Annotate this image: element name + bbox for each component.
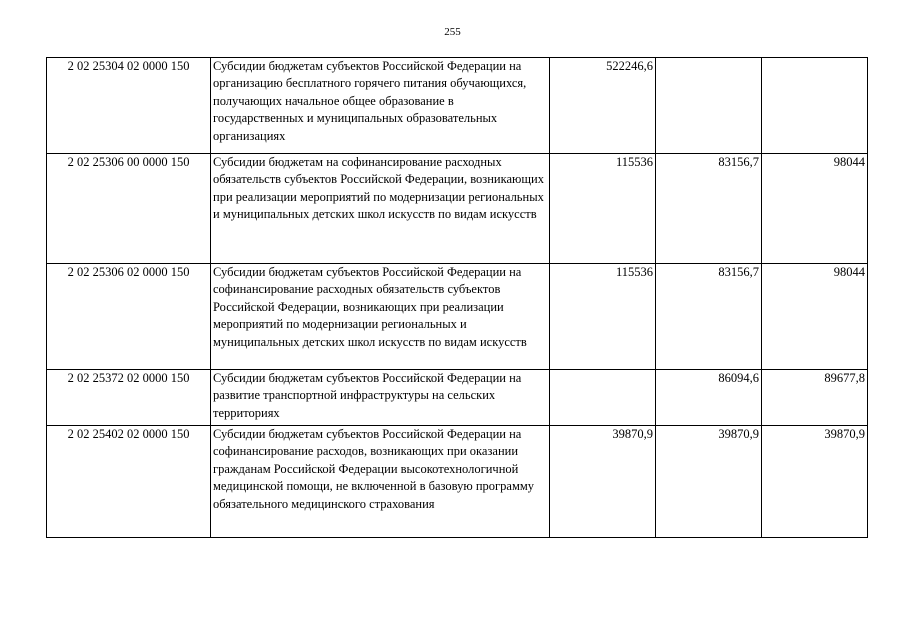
amount-cell-3 — [762, 58, 868, 154]
amount-cell-2 — [656, 58, 762, 154]
amount-cell-3: 98044 — [762, 264, 868, 370]
description-cell: Субсидии бюджетам субъектов Российской Федерации на организацию бесплатного горячего питания обучающихся, получающих начальное общее образование в государственных и муниципальных образовательных организациях — [211, 58, 550, 154]
page-number: 255 — [444, 26, 461, 38]
budget-code-cell: 2 02 25304 02 0000 150 — [47, 58, 211, 154]
amount-cell-3: 39870,9 — [762, 426, 868, 538]
description-cell: Субсидии бюджетам на софинансирование расходных обязательств субъектов Российской Федерации, возникающих при реализации мероприятий по модернизации региональных и муниципальных детских школ искусств по видам искусств — [211, 154, 550, 264]
amount-cell-2: 83156,7 — [656, 154, 762, 264]
budget-code-cell: 2 02 25306 00 0000 150 — [47, 154, 211, 264]
amount-cell-1: 522246,6 — [550, 58, 656, 154]
amount-cell-1: 39870,9 — [550, 426, 656, 538]
amount-cell-2: 83156,7 — [656, 264, 762, 370]
table-row — [47, 58, 868, 154]
table-row — [47, 370, 868, 426]
description-cell: Субсидии бюджетам субъектов Российской Федерации на развитие транспортной инфраструктуры на сельских территориях — [211, 370, 550, 426]
budget-table — [46, 57, 868, 538]
amount-cell-3: 98044 — [762, 154, 868, 264]
amount-cell-1: 115536 — [550, 264, 656, 370]
amount-cell-1: 115536 — [550, 154, 656, 264]
budget-code-cell: 2 02 25306 02 0000 150 — [47, 264, 211, 370]
description-cell: Субсидии бюджетам субъектов Российской Федерации на софинансирование расходов, возникающих при оказании гражданам Российской Федерации высокотехнологичной медицинской помощи, не включенной в базовую программу обязательного медицинского страхования — [211, 426, 550, 538]
amount-cell-1 — [550, 370, 656, 426]
amount-cell-3: 89677,8 — [762, 370, 868, 426]
budget-code-cell: 2 02 25372 02 0000 150 — [47, 370, 211, 426]
amount-cell-2: 86094,6 — [656, 370, 762, 426]
budget-code-cell: 2 02 25402 02 0000 150 — [47, 426, 211, 538]
amount-cell-2: 39870,9 — [656, 426, 762, 538]
table-row — [47, 154, 868, 264]
table-row — [47, 426, 868, 538]
table-row — [47, 264, 868, 370]
description-cell: Субсидии бюджетам субъектов Российской Федерации на софинансирование расходных обязательств субъектов Российской Федерации, возникающих при реализации мероприятий по модернизации региональных и муниципальных детских школ искусств по видам искусств — [211, 264, 550, 370]
